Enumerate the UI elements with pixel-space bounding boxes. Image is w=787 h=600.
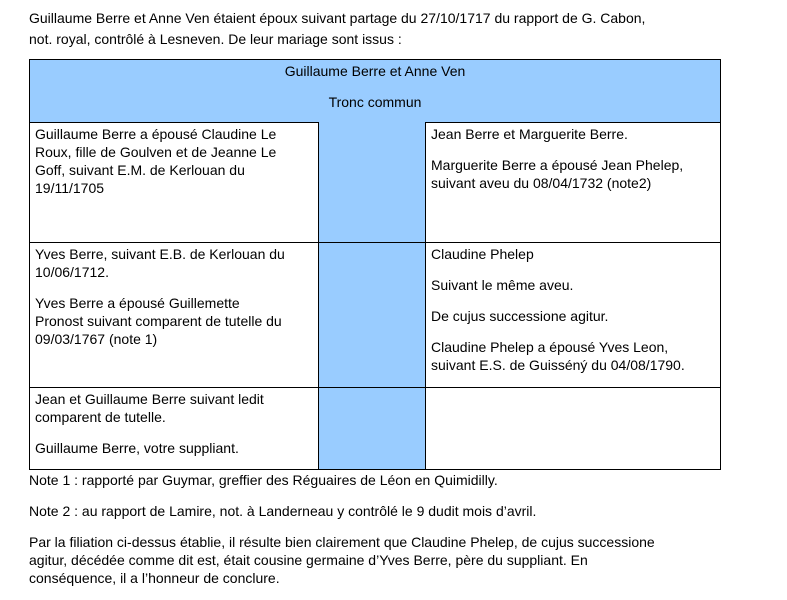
- text-line: Jean et Guillaume Berre suivant ledit: [35, 391, 264, 407]
- trunk-column: [318, 122, 426, 469]
- cell-paragraph: Claudine Phelep: [431, 246, 534, 262]
- text-line: 19/11/1705: [35, 180, 105, 196]
- cell-left-row1: [30, 123, 318, 242]
- cell-paragraph: [35, 125, 313, 197]
- genealogy-table: [29, 59, 721, 470]
- cell-paragraph: [431, 156, 715, 192]
- text-line: Claudine Phelep a épousé Yves Leon,: [431, 339, 669, 355]
- notes-section: [29, 471, 759, 600]
- conclusion-paragraph: [29, 533, 759, 587]
- note-2: Note 2 : au rapport de Lamire, not. à Landerneau y contrôlé le 9 dudit mois d’avril.: [29, 503, 537, 519]
- cell-left-row3: [30, 388, 318, 469]
- text-line: Yves Berre a épousé Guillemette: [35, 295, 240, 311]
- cell-paragraph: De cujus successione agitur.: [431, 308, 609, 324]
- text-line: 10/06/1712.: [35, 264, 109, 280]
- header-title: Guillaume Berre et Anne Ven: [284, 63, 466, 79]
- text-line: Par la filiation ci-dessus établie, il résulte bien clairement que Claudine Phelep, de cujus successione: [29, 534, 655, 550]
- cell-paragraph: [431, 338, 715, 374]
- intro-line: not. royal, contrôlé à Lesneven. De leur mariage sont issus :: [29, 31, 402, 47]
- table-header: [30, 60, 720, 123]
- intro-line: Guillaume Berre et Anne Ven étaient époux suivant partage du 27/10/1717 du rapport de G. Cabon,: [29, 10, 646, 26]
- text-line: suivant aveu du 08/04/1732 (note2): [431, 175, 652, 191]
- cell-paragraph: Guillaume Berre, votre suppliant.: [35, 440, 239, 456]
- text-line: Roux, fille de Goulven et de Jeanne Le: [35, 144, 277, 160]
- cell-left-row2: [30, 243, 318, 387]
- text-line: comparent de tutelle.: [35, 409, 166, 425]
- text-line: Pronost suivant comparent de tutelle du: [35, 313, 282, 329]
- intro-paragraph: [29, 8, 749, 50]
- header-subtitle: Tronc commun: [328, 94, 422, 110]
- cell-paragraph: [35, 390, 313, 426]
- cell-right-row2: [426, 243, 720, 387]
- text-line: Yves Berre, suivant E.B. de Kerlouan du: [35, 246, 285, 262]
- cell-paragraph: Jean Berre et Marguerite Berre.: [431, 126, 628, 142]
- note-1: Note 1 : rapporté par Guymar, greffier des Réguaires de Léon en Quimidilly.: [29, 472, 498, 488]
- text-line: agitur, décédée comme dit est, était cousine germaine d’Yves Berre, père du suppliant. En: [29, 552, 588, 568]
- cell-paragraph: [35, 245, 313, 281]
- text-line: Marguerite Berre a épousé Jean Phelep,: [431, 157, 684, 173]
- cell-right-row3: [426, 388, 720, 469]
- text-line: 09/03/1767 (note 1): [35, 331, 158, 347]
- text-line: Goff, suivant E.M. de Kerlouan du: [35, 162, 245, 178]
- text-line: suivant E.S. de Guisséný du 04/08/1790.: [431, 357, 685, 373]
- cell-right-row1: [426, 123, 720, 242]
- cell-paragraph: Suivant le même aveu.: [431, 277, 574, 293]
- text-line: Guillaume Berre a épousé Claudine Le: [35, 126, 277, 142]
- text-line: conséquence, il a l’honneur de conclure.: [29, 570, 280, 586]
- cell-paragraph: [35, 294, 313, 348]
